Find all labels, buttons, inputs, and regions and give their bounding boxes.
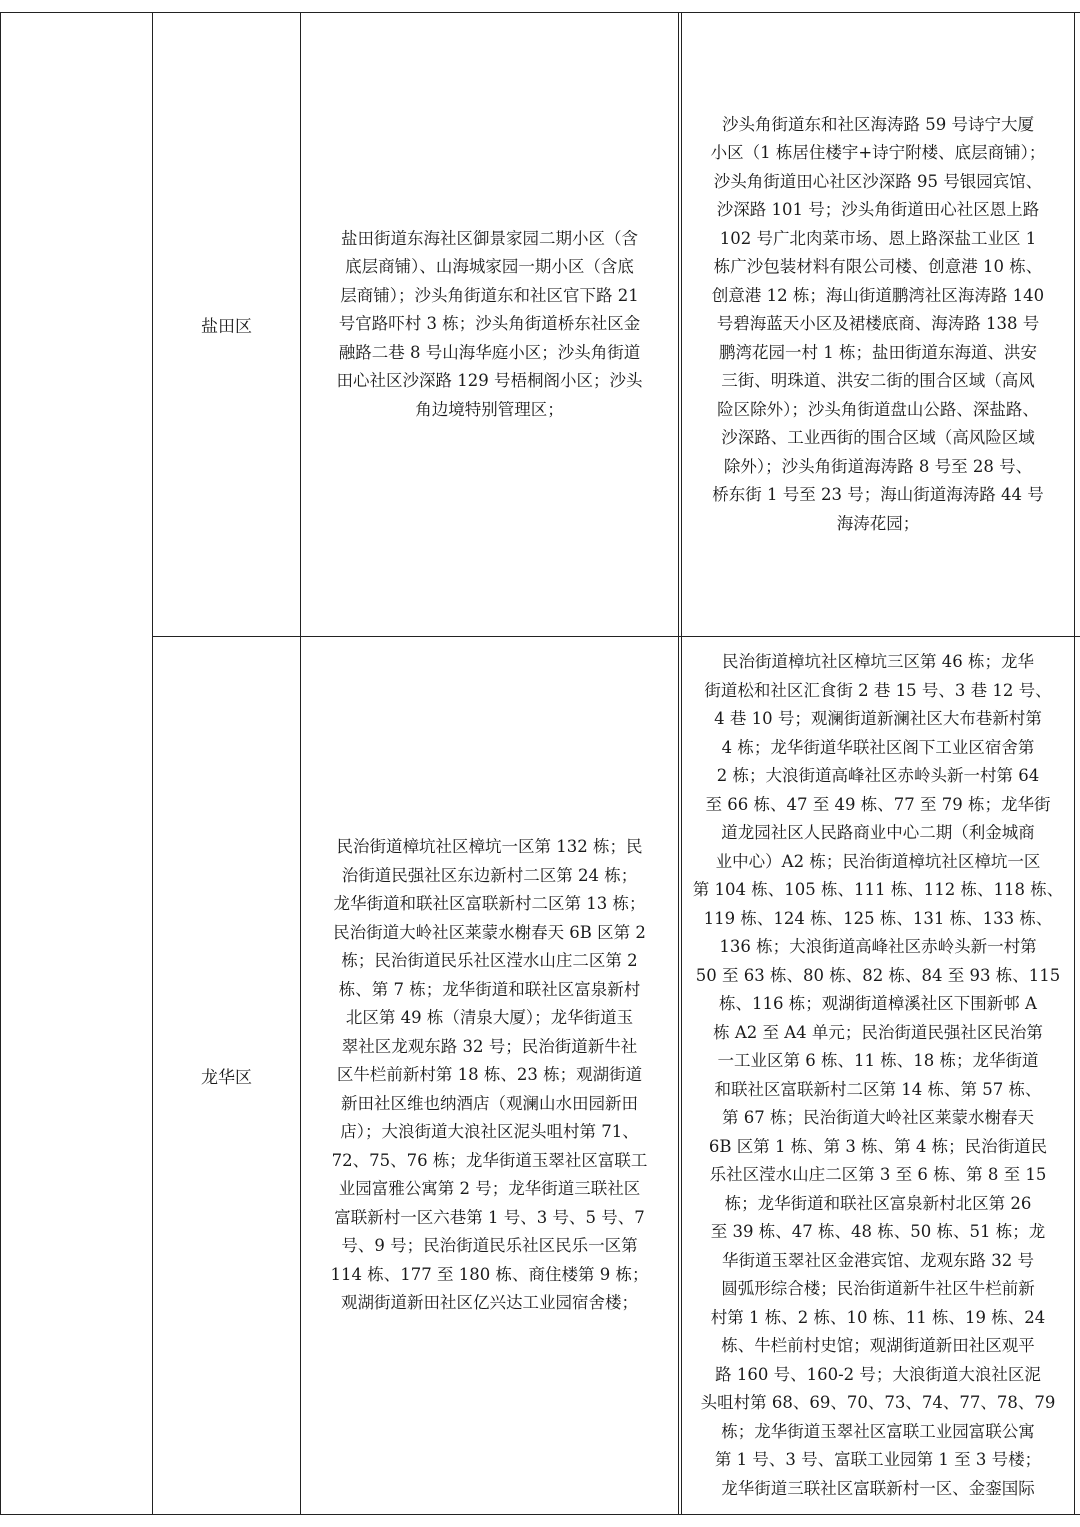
column-divider-left — [0, 12, 1, 1515]
low-risk-cell — [682, 637, 1074, 1514]
district-cell — [153, 637, 300, 1514]
low-risk-cell — [682, 13, 1074, 636]
table-border-bottom — [0, 1514, 1080, 1515]
district-name: 盐田区 — [201, 317, 252, 337]
low-risk-text: 沙头角街道东和社区海涛路 59 号诗宁大厦 小区（1 栋居住楼宇+诗宁附楼、底层商铺）； 沙头角街道田心社区沙深路 95 号银园宾馆、 沙深路 101 号；沙头角街道田心社区恩上路 102 号广北肉菜市场、恩上路深盐工业区 1 栋广沙包装材料有限公司楼、创意港 10 栋、 创意港 12 栋；海山街道鹏湾社区海涛路 140 号碧海蓝天小区及裙楼底商、海涛路 138 号 鹏湾花园一村 1 栋；盐田街道东海道、洪安 三街、明珠道、洪安二街的围合区域（高风 险区除外）；沙头角街道盘山公路、深盐路、 沙深路、工业西街的围合区域（高风险区域 除外）；沙头角街道海涛路 8 号至 28 号、 桥东街 1 号至 23 号；海山街道海涛路 44 号 海涛花园； — [710, 114, 1046, 533]
medium-risk-cell — [301, 13, 678, 636]
medium-risk-text: 盐田街道东海社区御景家园二期小区（含 底层商铺）、山海城家园一期小区（含底 层商铺）；沙头角街道东和社区官下路 21 号官路吓村 3 栋；沙头角街道桥东社区金 融路二巷 8 号山海华庭小区；沙头角街道 田心社区沙深路 129 号梧桐阁小区；沙头 角边境特别管理区； — [336, 228, 643, 419]
medium-risk-cell — [301, 637, 678, 1514]
medium-risk-text: 民治街道樟坑社区樟坑一区第 132 栋；民 治街道民强社区东边新村二区第 24 栋； 龙华街道和联社区富联新村二区第 13 栋； 民治街道大岭社区莱蒙水榭春天 6B 区第 2 栋；民治街道民乐社区滢水山庄二区第 2 栋、第 7 栋；龙华街道和联社区富泉新村 北区第 49 栋（清泉大厦）；龙华街道玉 翠社区龙观东路 32 号；民治街道新牛社 区牛栏前新村第 18 栋、23 栋；观湖街道 新田社区维也纳酒店（观澜山水田园新田 店）；大浪街道大浪社区泥头咀村第 71、 72、75、76 栋；龙华街道玉翠社区富联工 业园富雅公寓第 2 号；龙华街道三联社区 富联新村一区六巷第 1 号、3 号、5 号、7 号、9 号；民治街道民乐社区民乐一区第 114 栋、177 至 180 栋、商住楼第 9 栋； 观湖街道新田社区亿兴达工业园宿舍楼； — [330, 837, 649, 1313]
district-name: 龙华区 — [201, 1068, 252, 1088]
district-cell — [153, 13, 300, 636]
column-divider-right — [1074, 12, 1075, 1515]
column-divider-3a — [678, 12, 679, 1515]
low-risk-text: 民治街道樟坑社区樟坑三区第 46 栋；龙华 街道松和社区汇食街 2 巷 15 号、3 巷 12 号、 4 巷 10 号；观澜街道新澜社区大布巷新村第 4 栋；龙华街道华联社区阁下工业区宿舍第 2 栋；大浪街道高峰社区赤岭头新一村第 64 至 66 栋、47 至 49 栋、77 至 79 栋；龙华街 道龙园社区人民路商业中心二期（利金城商 业中心）A2 栋；民治街道樟坑社区樟坑一区 第 104 栋、105 栋、111 栋、112 栋、118 栋、 119 栋、124 栋、125 栋、131 栋、133 栋、 136 栋；大浪街道高峰社区赤岭头新一村第 50 至 63 栋、80 栋、82 栋、84 至 93 栋、115 栋、116 栋；观湖街道樟溪社区下围新邨 A 栋 A2 至 A4 单元；民治街道民强社区民治第 一工业区第 6 栋、11 栋、18 栋；龙华街道 和联社区富联新村二区第 14 栋、第 57 栋、 第 67 栋；民治街道大岭社区莱蒙水榭春天 6B 区第 1 栋、第 3 栋、第 4 栋；民治街道民 乐社区滢水山庄二区第 3 至 6 栋、第 8 至 15 栋；龙华街道和联社区富泉新村北区第 26 至 39 栋、47 栋、48 栋、50 栋、51 栋；龙 华街道玉翠社区金港宾馆、龙观东路 32 号 圆弧形综合楼；民治街道新牛社区牛栏前新 村第 1 栋、2 栋、10 栋、11 栋、19 栋、24 栋、牛栏前村史馆；观湖街道新田社区观平 路 160 号、160-2 号；大浪街道大浪社区泥 头咀村第 68、69、70、73、74、77、78、79 栋；龙华街道玉翠社区富联工业园富联公寓 第 1 号、3 号、富联工业园第 1 至 3 号楼； 龙华街道三联社区富联新村一区、金銮国际 — [692, 652, 1064, 1498]
